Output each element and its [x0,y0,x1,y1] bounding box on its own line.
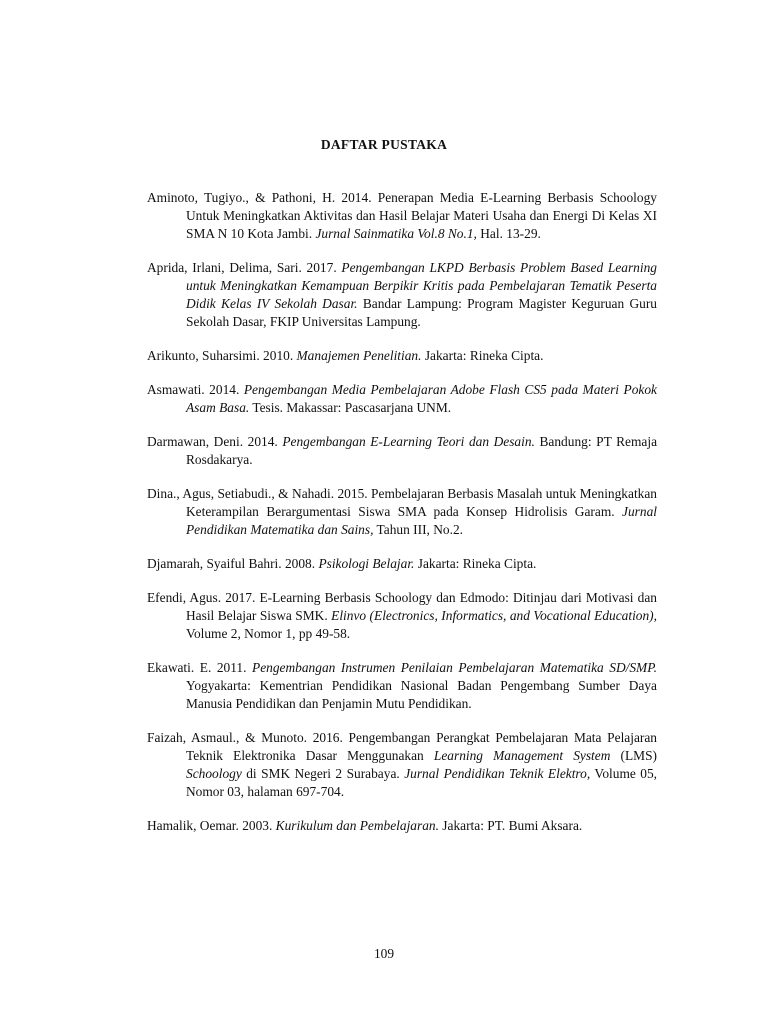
reference-italic-text: Learning Management System [433,748,611,763]
reference-text: Ekawati. E. 2011. [147,660,253,675]
reference-text: Djamarah, Syaiful Bahri. 2008. [147,556,319,571]
page-title: DAFTAR PUSTAKA [320,137,448,152]
reference-entry [147,729,657,801]
reference-text: Tesis. Makassar: Pascasarjana UNM. [249,400,452,415]
reference-entry [147,485,657,539]
reference-entry [147,381,657,417]
reference-text: Tahun III, No.2. [373,522,463,537]
reference-text: Bandung: PT Remaja Rosdakarya. [186,434,658,467]
reference-entry [147,817,657,835]
reference-text: Asmawati. 2014. [147,382,244,397]
reference-text: Jakarta: Rineka Cipta. [421,348,544,363]
reference-text: Dina., Agus, Setiabudi., & Nahadi. 2015. Pembelajaran Berbasis Masalah untuk Meningkatkan Keterampilan Berargumentasi Siswa SMA pada Konsep Hidrolisis Garam. [147,486,657,519]
reference-italic-text: Schoology [186,766,242,781]
reference-text: Volume 2, Nomor 1, pp 49-58. [186,626,351,641]
reference-italic-text: Psikologi Belajar. [318,556,415,571]
reference-italic-text: Pengembangan E-Learning Teori dan Desain. [282,434,535,449]
reference-entry [147,589,657,643]
reference-text: Aprida, Irlani, Delima, Sari. 2017. [147,260,342,275]
reference-text: Hamalik, Oemar. 2003. [147,818,276,833]
reference-text: Bandar Lampung: Program Magister Keguruan Guru Sekolah Dasar, FKIP Universitas Lampung. [186,296,657,329]
reference-entry [147,659,657,713]
reference-italic-text: Jurnal Pendidikan Matematika dan Sains, [186,504,657,537]
reference-text: Jakarta: Rineka Cipta. [414,556,537,571]
page-number: 109 [373,946,395,961]
reference-text: Volume 05, Nomor 03, halaman 697-704. [186,766,658,799]
reference-text: di SMK Negeri 2 Surabaya. [241,766,405,781]
reference-italic-text: Pengembangan Media Pembelajaran Adobe Flash CS5 pada Materi Pokok Asam Basa. [186,382,657,415]
reference-text: Jakarta: PT. Bumi Aksara. [438,818,583,833]
reference-entry [147,555,657,573]
reference-italic-text: Elinvo (Electronics, Informatics, and Vocational Education), [331,608,657,623]
reference-italic-text: Pengembangan Instrumen Penilaian Pembelajaran Matematika SD/SMP. [252,660,657,675]
reference-text: Faizah, Asmaul., & Munoto. 2016. Pengembangan Perangkat Pembelajaran Mata Pelajaran Teknik Elektronika Dasar Menggunakan [147,730,657,763]
reference-italic-text: Jurnal Pendidikan Teknik Elektro, [404,766,591,781]
reference-entry [147,189,657,243]
reference-text: Efendi, Agus. 2017. E-Learning Berbasis Schoology dan Edmodo: Ditinjau dari Motivasi dan Hasil Belajar Siswa SMK. [147,590,657,623]
reference-italic-text: Jurnal Sainmatika Vol.8 No.1, [315,226,477,241]
reference-italic-text: Manajemen Penelitian. [296,348,422,363]
reference-text: Yogyakarta: Kementrian Pendidikan Nasional Badan Pengembang Sumber Daya Manusia Pendidikan dan Penjamin Mutu Pendidikan. [186,678,657,711]
reference-italic-text: Pengembangan LKPD Berbasis Problem Based Learning untuk Meningkatkan Kemampuan Berpikir Kritis pada Pembelajaran Tematik Peserta Didik Kelas IV Sekolah Dasar. [186,260,657,311]
reference-text: Arikunto, Suharsimi. 2010. [147,348,297,363]
reference-text: Aminoto, Tugiyo., & Pathoni, H. 2014. Penerapan Media E-Learning Berbasis Schoology Untuk Meningkatkan Aktivitas dan Hasil Belajar Materi Usaha dan Energi Di Kelas XI SMA N 10 Kota Jambi. [147,190,657,241]
reference-entry [147,259,657,331]
reference-text: Darmawan, Deni. 2014. [147,434,283,449]
reference-italic-text: Kurikulum dan Pembelajaran. [275,818,439,833]
reference-list [147,189,657,851]
reference-text: (LMS) [610,748,657,763]
reference-text: Hal. 13-29. [476,226,541,241]
reference-entry [147,347,657,365]
reference-entry [147,433,657,469]
